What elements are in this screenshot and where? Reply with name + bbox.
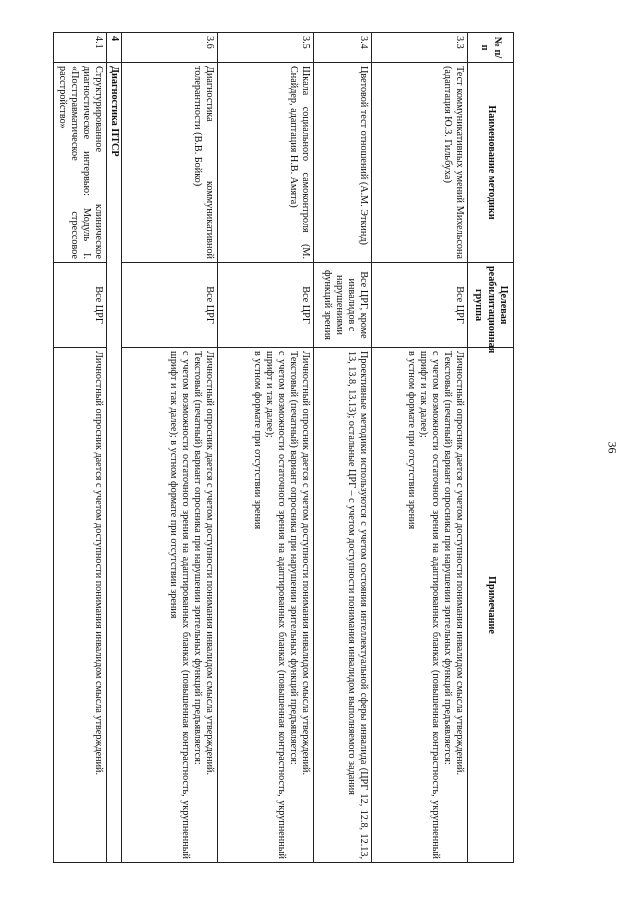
note-line: Личностный опросник дается с учетом доступности понимания инвалидом смысла утверждений. xyxy=(92,351,104,776)
row-note xyxy=(372,348,468,863)
row-note xyxy=(122,348,218,863)
note-line: Личностный опросник дается с учетом доступности понимания инвалидом смысла утверждений. xyxy=(454,351,465,776)
table-row xyxy=(53,33,106,863)
header-num: № п/п xyxy=(468,33,514,63)
note-line: Текстовый (печатный) вариант опросника при нарушении зрительных функций предъявляется: xyxy=(441,351,453,765)
row-target: Все ЦРГ xyxy=(218,263,314,348)
header-note: Примечание xyxy=(468,348,514,863)
page-number: 36 xyxy=(605,441,620,454)
row-method: Диагностика коммуникативной толерантности (В.В. Бойко) xyxy=(122,63,218,263)
section-title: Диагностика ПТСР xyxy=(106,63,121,863)
row-method: Тест коммуникативных умений Михельсона (адаптация Ю.З. Гильбуха) xyxy=(372,63,468,263)
row-target: Все ЦРГ, кроме инвалидов с нарушениями функций зрения xyxy=(314,263,372,348)
table-row xyxy=(372,33,468,863)
table-row xyxy=(314,33,372,863)
note-line: с учетом возможности остаточного зрения на адаптированных бланках (повышенная контрастность, укрупненный шрифт и так далее); xyxy=(263,351,287,859)
row-target: Все ЦРГ xyxy=(372,263,468,348)
header-target: Целевая реабилитационная группа xyxy=(468,263,514,348)
note-line: Личностный опросник дается с учетом доступности понимания инвалидом смысла утверждений. xyxy=(300,351,311,776)
row-num: 4.1 xyxy=(53,33,106,63)
row-note xyxy=(53,348,106,863)
note-line: в устном формате при отсутствии зрения xyxy=(251,351,263,530)
note-line: Личностный опросник дается с учетом доступности понимания инвалидом смысла утверждений. xyxy=(204,351,215,776)
note-line: Текстовый (печатный) вариант опросника при нарушении зрительных функций предъявляется: xyxy=(287,351,299,765)
note-line: Текстовый (печатный) вариант опросника при нарушении зрительных функций предъявляется: xyxy=(191,351,203,765)
note-line: в устном формате при отсутствии зрения xyxy=(405,351,417,530)
row-note xyxy=(218,348,314,863)
row-num: 3.4 xyxy=(314,33,372,63)
row-method: Структурированное клиническое диагностическое интервью: Модуль I. «Посттравматическое стрессовое расстройство» xyxy=(53,63,106,263)
table-row xyxy=(218,33,314,863)
row-target: Все ЦРГ xyxy=(53,263,106,348)
table-row xyxy=(122,33,218,863)
section-row xyxy=(106,33,121,863)
table-header-row xyxy=(468,33,514,863)
note-line: с учетом возможности остаточного зрения на адаптированных бланках (повышенная контрастность, укрупненный шрифт и так далее); xyxy=(417,351,441,859)
document-page xyxy=(56,32,514,862)
note-line: Проективные методики используются с учетом состояния интеллектуальной сферы инвалида (ЦРГ 12, 12.8, 12.13, 13, 13.8, 13.13); остальные ЦРГ – с учетом доступности понимания инвалидом выполняемого задания xyxy=(345,351,369,859)
row-num: 3.3 xyxy=(372,33,468,63)
methods-table xyxy=(53,32,514,863)
section-num: 4 xyxy=(106,33,121,63)
row-num: 3.5 xyxy=(218,33,314,63)
row-num: 3.6 xyxy=(122,33,218,63)
row-note xyxy=(314,348,372,863)
header-method: Наименование методики xyxy=(468,63,514,263)
rotated-table-container xyxy=(56,32,514,862)
row-method: Цветовой тест отношений (А.М. Эткинд) xyxy=(314,63,372,263)
note-line: с учетом возможности остаточного зрения на адаптированных бланках (повышенная контрастность, укрупненный шрифт и так далее); в устном формате при отсутствии зрения xyxy=(167,351,191,859)
row-method: Шкала социального самоконтроля (М. Снайдер, адаптация Н.В. Амята) xyxy=(218,63,314,263)
row-target: Все ЦРГ xyxy=(122,263,218,348)
